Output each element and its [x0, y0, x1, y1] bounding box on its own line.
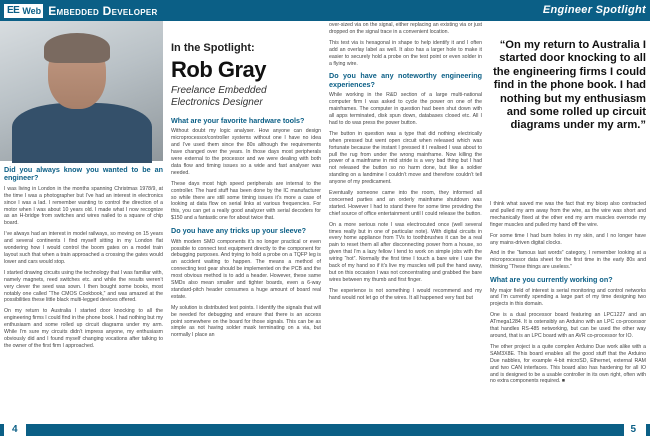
- column-2: [171, 117, 321, 343]
- paragraph: over-sized via on the signal, either replacing an existing via or just dropped on the signal trace in a convenient location.: [329, 22, 482, 35]
- column-4: [490, 201, 646, 389]
- page-number-left: 4: [12, 424, 18, 435]
- paragraph: My major field of interest is serial monitoring and control networks and I’m currently spending a large part of my time designing two projects in this domain.: [490, 287, 646, 308]
- role-line1: Freelance Embedded: [171, 85, 267, 96]
- paragraph: Eventually someone came into the room, they informed all concerned parties and an orderly mainframe shutdown was started. However I had to stand there for some time providing the chief source of office entertainment until I could release the button.: [329, 190, 482, 217]
- column-1: [4, 166, 163, 354]
- title-block: [171, 42, 346, 109]
- magazine-title: Embedded Developer: [48, 3, 158, 18]
- paragraph: The button in question was a type that did nothing electrically when pressed but went open circuit when released which was fortunate because the instant I pressed it I realised I was about to pull the rug from under the wrong mainframe. Now killing the power of a mainframe in mid stride is a very bad thing but I had not released the button so no harm done, but like a soldier standing on a landmine I couldn’t move and therefore couldn’t tell anyone of my predicament.: [329, 130, 482, 186]
- section-title: Engineer Spotlight: [542, 4, 646, 16]
- paragraph: For some time I had burn holes in my skin, and I no longer have any mains-driven digital clocks.: [490, 232, 646, 246]
- top-banner: [0, 0, 650, 21]
- paragraph: Without doubt my logic analyser. How anyone can design microprocessor/controller systems without one I have no idea and I’ve used them since the 80s although the requirements have changed over the years. In those days most peripherals were external to the processor and we were dealing with both data flow and timing issues so a wide and fast analyser was needed.: [171, 128, 321, 176]
- question-heading: Do you have any tricks up your sleeve?: [171, 226, 307, 236]
- paragraph: On my return to Australia I started door knocking to all the engineering firms I could find in the phone book. I had nothing but my enthusiasm and some rolled up circuit diagrams under my arm. While I’m sure my circuits didn’t impress anyone, my enthusiasm obviously did and I found myself changing vocations after talking to the owner of the first firm I approached.: [4, 308, 163, 349]
- page-number-right: 5: [630, 424, 636, 435]
- paragraph: My solution is distributed test points. I identify the signals that will be needed for debugging and ensure that there is an access point somewhere on the board for those signals. This can be as simple as not having solder mask terminating on a via, but normally I place an: [171, 304, 321, 339]
- paragraph: I’ve always had an interest in model railways, so moving on 15 years and several continents I find myself sitting in my London flat wondering how I would control the boom gates on a model train layout such that when a train approached a crossing the gates would lower and cars would stop.: [4, 231, 163, 265]
- paragraph: One is a dual processor board featuring an LPC1227 and an ATmega1284. It is ostensibly an Arduino with an LPC co-processor that handles RS-485 networking, but can be used the other way around, that is an LPC board with an AVR co-processor for IO.: [490, 312, 646, 339]
- paragraph: I started drawing circuits using the technology that I was familiar with, namely magnets, reed switches etc. and while the results weren’t very clever the seed was sown. I then bought some books, most notably one called “The CMOS Cookbook,” and was amazed at the possibilities these little black multi-legged devices offered.: [4, 269, 163, 304]
- footer-bar: [0, 424, 650, 436]
- portrait-photo: [0, 21, 163, 161]
- paragraph: While working in the R&D section of a large multi-national computer firm I was asked to cycle the power on one of the mainframes. The computer in question had been shut down with all apps terminated, disk spun down, databases closed etc. All I had to do was press the power button.: [329, 92, 482, 126]
- question-heading: What are you currently working on?: [490, 275, 613, 285]
- column-3: [329, 22, 482, 306]
- question-heading: Did you always know you wanted to be an engineer?: [4, 165, 163, 183]
- paragraph: These days most high speed peripherals are internal to the controller. The hard stuff has been done by the IC manufacturer so while there are still some timing issues it’s more a case of looking at data flow on serial links at various frequencies. For this, you can get a really good analyzer with serial decoders for $150 and a fantastic one for about twice that.: [171, 180, 321, 222]
- kicker: In the Spotlight:: [171, 42, 255, 54]
- paragraph: And in the “famous last words” category, I remember looking at a microprocessor data sheet for the first time in the early 80s and thinking “These things are useless.”: [490, 250, 646, 271]
- question-heading: Do you have any noteworthy engineering experiences?: [329, 71, 482, 89]
- brand-web: Web: [22, 5, 42, 16]
- paragraph: On a more serious note I was electrocuted once (well several times really but in one of particular note). With digital circuits in every home appliance from TVs to toothbrushes it can be a real pain to reset them all after disconnecting power from a house, so given that I’m a lazy fellow I tend to work on simple jobs with the wiring “hot”. Normally the first time I touch a bare wire I use the back of my hand so if it’s live my muscles will pull the hand away, but on this occasion I was not concentrating and grabbed the bare wires between my thumb and first finger.: [329, 221, 482, 283]
- paragraph: The experience is not something I would recommend and my hand would not let go of the wires. It all happened very fast but: [329, 287, 482, 301]
- pull-quote: “On my return to Australia I started door knocking to all the engineering firms I could find in the phone book. I had nothing but my enthusiasm and some rolled up circuit diagrams under my arm.”: [493, 39, 646, 132]
- person-name: Rob Gray: [171, 57, 267, 82]
- paragraph: I was living in London in the months spanning Christmas 1978/9, at the time I was a photographer but I’ve had an interest in electronics since I was a lad. I remember wanting to control the direction of a motor when I was about 10 years old. I made what I now recognize as an H-bridge from switches and wires nailed to a square of chip board.: [4, 185, 163, 227]
- paragraph: With modern SMD components it’s no longer practical or even possible to connect test equipment directly to the component for debugging purposes. And trying to hold a probe on a TQFP leg is an accident waiting to happen. The means a method of connecting test gear should be implemented on the PCB and the most obvious method is to add a header. However, these same SMDs also mean smaller and tighter boards, even a 6-way standard-pitch header consumes a huge amount of board real estate.: [171, 238, 321, 300]
- question-heading: What are your favorite hardware tools?: [171, 116, 305, 125]
- brand-logo: [4, 3, 158, 18]
- paragraph: I think what saved me was the fact that my bicep also contracted and pulled my arm away from the wire, as the wire was short and mechanically fixed at the other end my arm muscles overrode my finger muscles and pulled my hand off the wire.: [490, 201, 646, 228]
- paragraph: The other project is a quite complex Arduino Due work alike with a SAM3X8E. This board enables all the good stuff that the Arduino Due nabbles, for example 4-bit microSD, Ethernet, external RAM and two CAN interfaces. This board also has hardening for all IO and is designed to be a usable controller in its own right, often with no extra components required. ■: [490, 343, 646, 385]
- brand-ee: EE: [4, 4, 22, 18]
- role-line2: Electronics Designer: [171, 97, 263, 108]
- paragraph: This test via is hexagonal in shape to help identify it and I often add an overlay label as well. It also has a larger hole to make it easier to securely hold a probe on the test point or even solder in a flying wire.: [329, 39, 482, 67]
